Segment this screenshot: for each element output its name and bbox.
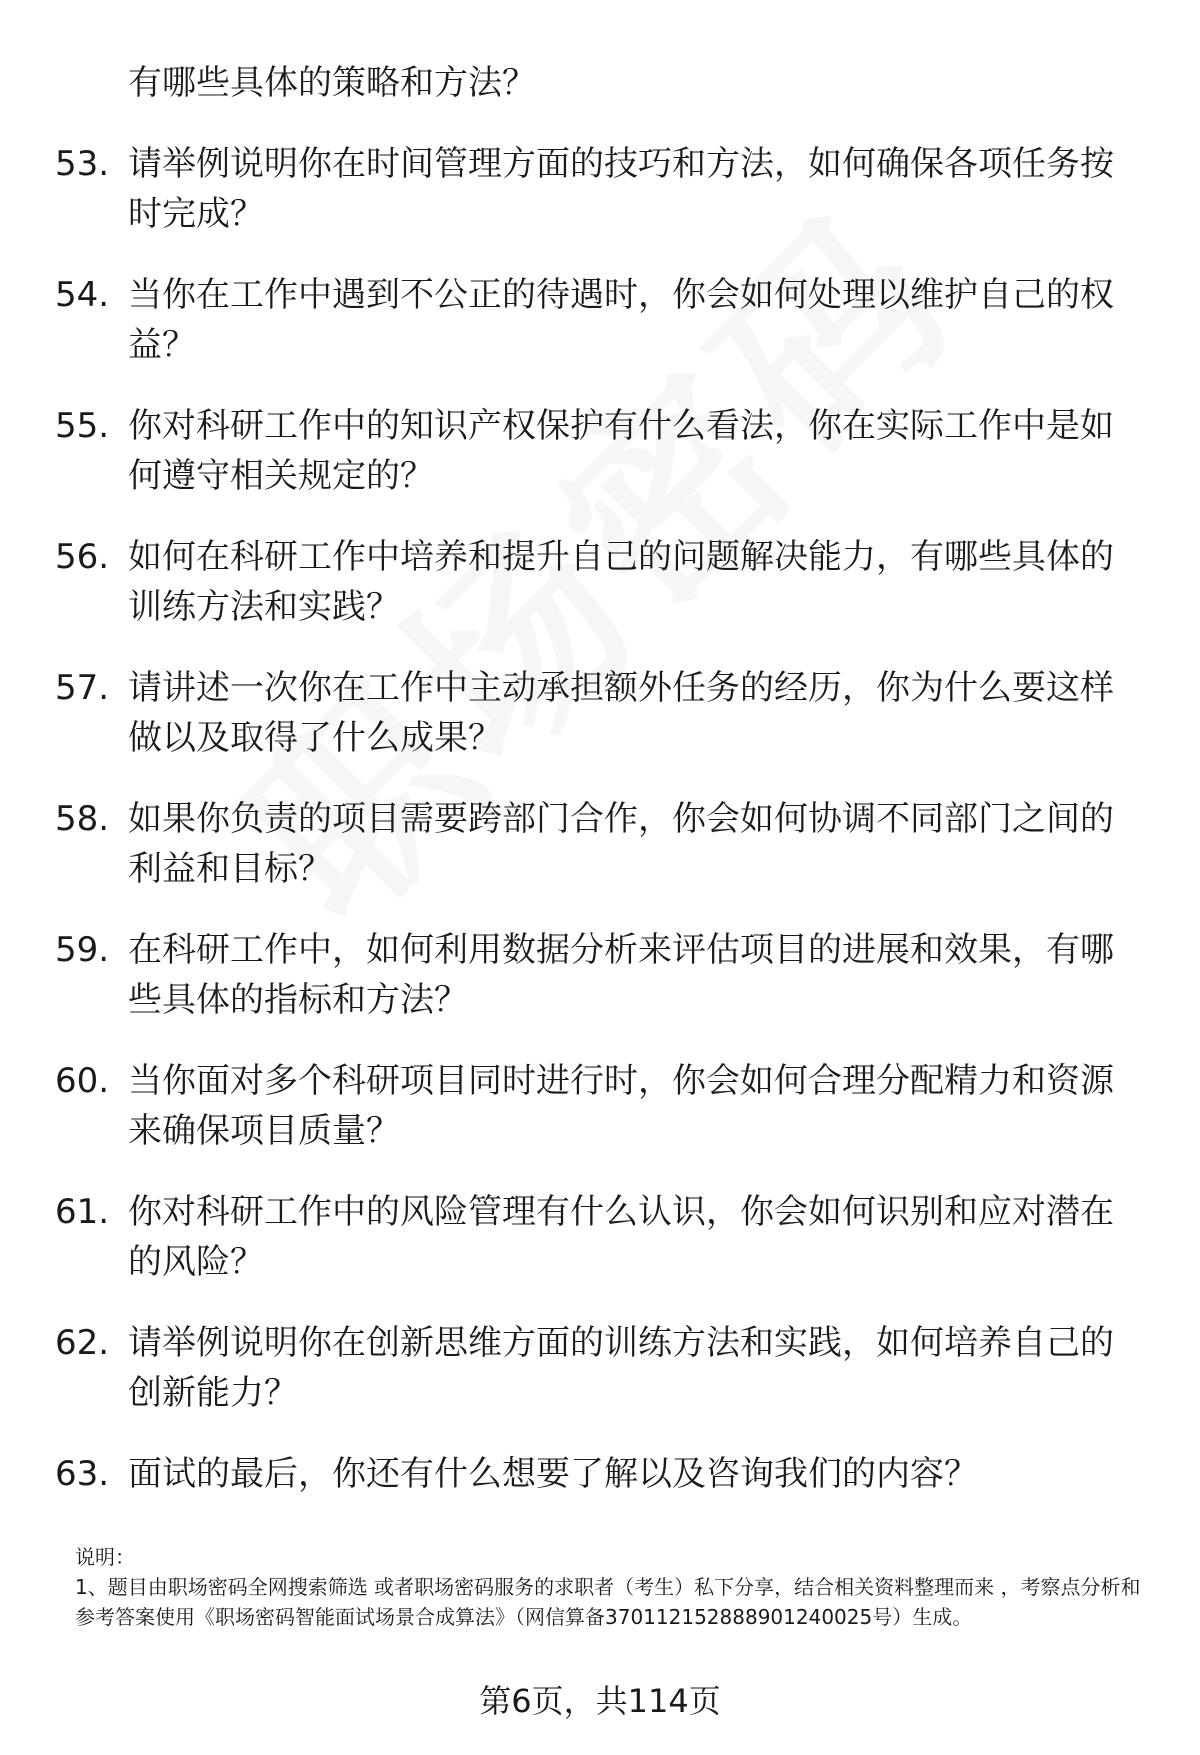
question-item (0, 401, 1138, 501)
question-text: 你对科研工作中的知识产权保护有什么看法，你在实际工作中是如何遵守相关规定的？ (128, 406, 1114, 496)
question-text: 请讲述一次你在工作中主动承担额外任务的经历，你为什么要这样做以及取得了什么成果？ (128, 668, 1114, 758)
question-item (0, 139, 1138, 239)
question-number: 63. (55, 1454, 110, 1494)
question-number: 55. (55, 406, 110, 446)
question-item (0, 1056, 1138, 1156)
question-number: 58. (55, 799, 110, 839)
question-item (0, 794, 1138, 894)
note-body: 1、题目由职场密码全网搜索筛选 或者职场密码服务的求职者（考生）私下分享，结合相关资料整理而来 ，考察点分析和参考答案使用《职场密码智能面试场景合成算法》（网信算备370112152888901240025号）生成。 (75, 1575, 1141, 1629)
question-number: 62. (55, 1323, 110, 1363)
question-item (0, 1449, 1138, 1499)
question-item (0, 1187, 1138, 1287)
question-number: 57. (55, 668, 110, 708)
question-text: 当你面对多个科研项目同时进行时，你会如何合理分配精力和资源来确保项目质量？ (128, 1061, 1114, 1151)
footer-note (75, 1542, 1155, 1632)
question-number: 60. (55, 1061, 110, 1101)
question-item (0, 270, 1138, 370)
question-number: 56. (55, 537, 110, 577)
question-number: 61. (55, 1192, 110, 1232)
question-list (0, 58, 1200, 1530)
question-text: 如何在科研工作中培养和提升自己的问题解决能力，有哪些具体的训练方法和实践？ (128, 537, 1114, 627)
question-text: 你对科研工作中的风险管理有什么认识，你会如何识别和应对潜在的风险？ (128, 1192, 1114, 1282)
question-item (0, 532, 1138, 632)
question-item (0, 663, 1138, 763)
question-text: 在科研工作中，如何利用数据分析来评估项目的进展和效果，有哪些具体的指标和方法？ (128, 930, 1114, 1020)
question-text: 面试的最后，你还有什么想要了解以及咨询我们的内容？ (128, 1454, 978, 1494)
question-text: 当你在工作中遇到不公正的待遇时，你会如何处理以维护自己的权益？ (128, 275, 1114, 365)
question-number: 54. (55, 275, 110, 315)
question-continued (0, 58, 1138, 108)
question-text: 有哪些具体的策略和方法？ (128, 63, 536, 103)
page-number: 第6页，共114页 (479, 1682, 721, 1720)
question-text: 请举例说明你在时间管理方面的技巧和方法，如何确保各项任务按时完成？ (128, 144, 1114, 234)
question-number: 53. (55, 144, 110, 184)
note-title: 说明： (75, 1545, 135, 1569)
question-item (0, 1318, 1138, 1418)
question-number: 59. (55, 930, 110, 970)
question-text: 请举例说明你在创新思维方面的训练方法和实践，如何培养自己的创新能力？ (128, 1323, 1114, 1413)
question-text: 如果你负责的项目需要跨部门合作，你会如何协调不同部门之间的利益和目标？ (128, 799, 1114, 889)
question-item (0, 925, 1138, 1025)
